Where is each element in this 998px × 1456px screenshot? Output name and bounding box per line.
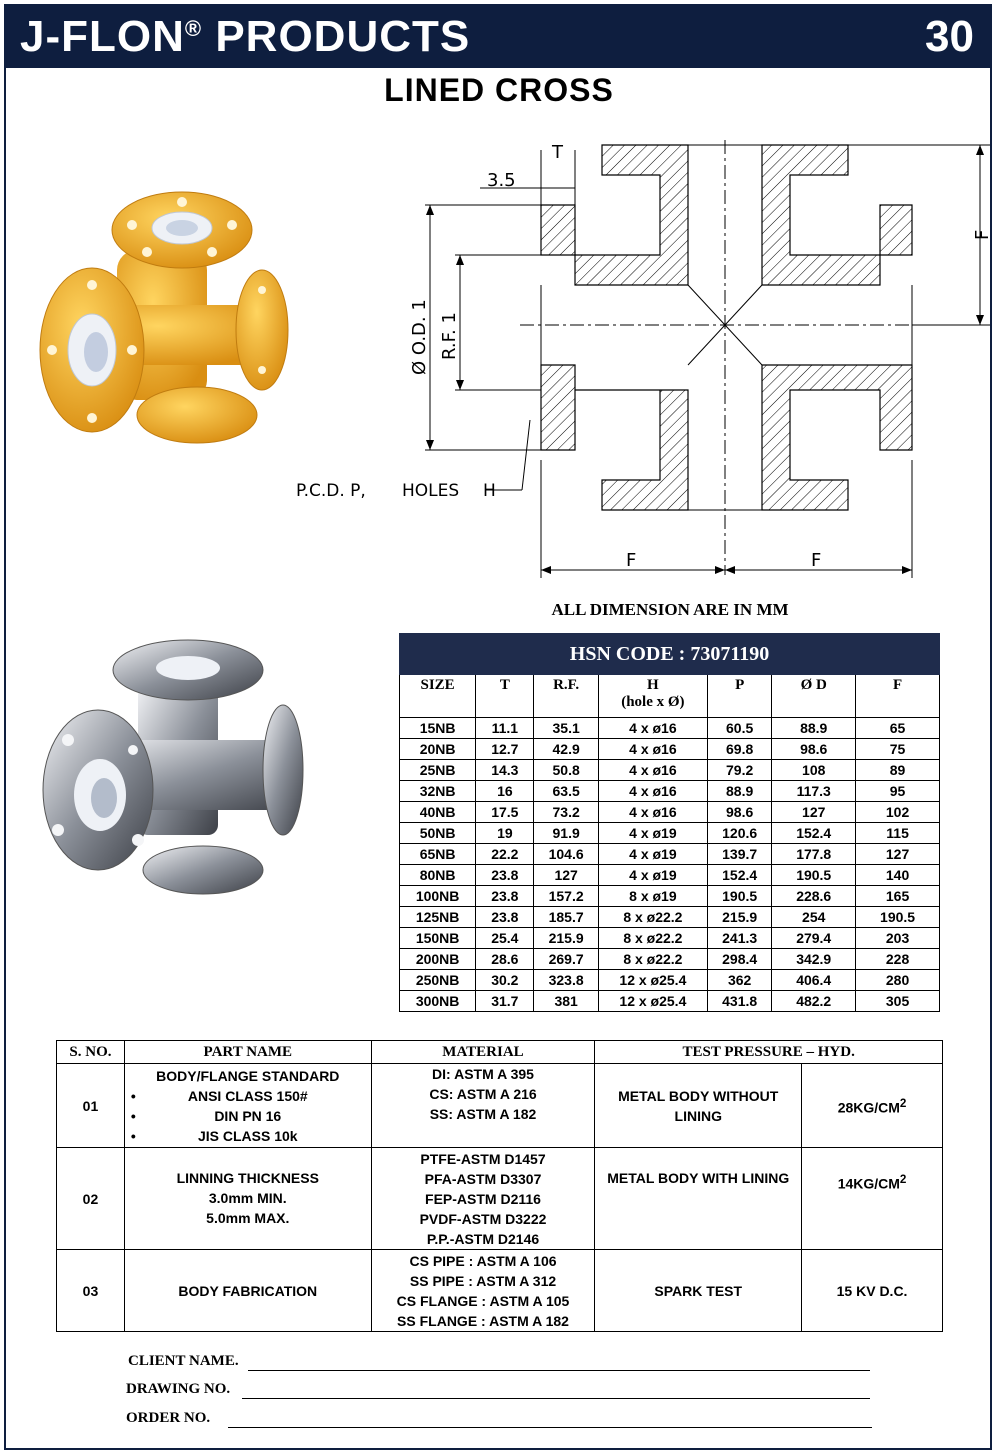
page-number: 30 [925, 12, 974, 61]
table-cell: 8 x ø22.2 [598, 928, 707, 949]
table-row [400, 739, 940, 760]
sno-cell: 03 [57, 1250, 125, 1332]
table-cell: 228 [856, 949, 940, 970]
table-cell: 127 [856, 844, 940, 865]
table-cell: 75 [856, 739, 940, 760]
sno-cell: 02 [57, 1148, 125, 1250]
col-t: T [476, 675, 534, 718]
table-cell: 98.6 [708, 802, 772, 823]
table-cell: 98.6 [772, 739, 856, 760]
brand-title: J-FLON® PRODUCTS [20, 12, 471, 61]
table-cell: 19 [476, 823, 534, 844]
table-cell: 279.4 [772, 928, 856, 949]
table-cell: 8 x ø22.2 [598, 949, 707, 970]
table-cell: 60.5 [708, 718, 772, 739]
table-cell: 200NB [400, 949, 476, 970]
table-cell: 88.9 [708, 781, 772, 802]
table-cell: 95 [856, 781, 940, 802]
col-sno: S. NO. [57, 1041, 125, 1064]
table-cell: 12 x ø25.4 [598, 970, 707, 991]
table-cell: 250NB [400, 970, 476, 991]
table-cell: 4 x ø19 [598, 865, 707, 886]
table-cell: 63.5 [534, 781, 598, 802]
table-cell: 177.8 [772, 844, 856, 865]
table-cell: 215.9 [708, 907, 772, 928]
table-cell: 269.7 [534, 949, 598, 970]
f-left-label: F [626, 550, 637, 571]
table-cell: 23.8 [476, 907, 534, 928]
table-cell: 23.8 [476, 886, 534, 907]
table-cell: 228.6 [772, 886, 856, 907]
dim-3-5-label: 3.5 [487, 170, 516, 191]
table-cell: 12.7 [476, 739, 534, 760]
cross-section-drawing [280, 130, 993, 580]
table-cell: 323.8 [534, 970, 598, 991]
client-name-field[interactable] [128, 1353, 239, 1370]
table-cell: 65NB [400, 844, 476, 865]
table-row [400, 970, 940, 991]
yellow-cross-photo [22, 190, 292, 450]
table-cell: 305 [856, 991, 940, 1012]
table-cell: 381 [534, 991, 598, 1012]
table-cell: 17.5 [476, 802, 534, 823]
order-no-label: ORDER NO. [126, 1410, 211, 1426]
spec-header-row [400, 675, 940, 718]
table-cell: 23.8 [476, 865, 534, 886]
table-cell: 25NB [400, 760, 476, 781]
steel-cross-photo [38, 630, 308, 905]
table-cell: 35.1 [534, 718, 598, 739]
table-cell: 185.7 [534, 907, 598, 928]
col-h: H (hole x Ø) [598, 675, 707, 718]
col-test-pressure: TEST PRESSURE – HYD. [595, 1041, 943, 1064]
table-cell: 215.9 [534, 928, 598, 949]
material-cell: PTFE-ASTM D1457 PFA-ASTM D3307 FEP-ASTM D2116 PVDF-ASTM D3222 P.P.-ASTM D2146 [371, 1148, 595, 1250]
sno-cell: 01 [57, 1064, 125, 1148]
table-cell: 342.9 [772, 949, 856, 970]
table-cell: 4 x ø16 [598, 781, 707, 802]
material-cell: CS PIPE : ASTM A 106 SS PIPE : ASTM A 312 CS FLANGE : ASTM A 105 SS FLANGE : ASTM A 182 [371, 1250, 595, 1332]
table-cell: 30.2 [476, 970, 534, 991]
pcd-label: P.C.D. P, [296, 481, 366, 501]
list-item: • DIN PN 16 [125, 1106, 371, 1126]
table-cell: 117.3 [772, 781, 856, 802]
table-cell: 12 x ø25.4 [598, 991, 707, 1012]
parts-header-row [57, 1041, 943, 1064]
table-cell: 15NB [400, 718, 476, 739]
pressure-cell: $28KG/CM^2$ [802, 1064, 943, 1148]
table-row [400, 886, 940, 907]
table-row [400, 718, 940, 739]
table-cell: 4 x ø16 [598, 760, 707, 781]
table-cell: 482.2 [772, 991, 856, 1012]
holes-label: HOLES [402, 481, 460, 501]
page-header [6, 6, 992, 68]
dim-t-label: T [552, 142, 563, 163]
table-cell: 157.2 [534, 886, 598, 907]
table-cell: 8 x ø22.2 [598, 907, 707, 928]
table-row [400, 928, 940, 949]
table-cell: 22.2 [476, 844, 534, 865]
col-f: F [856, 675, 940, 718]
pressure-cell: 15 KV D.C. [802, 1250, 943, 1332]
table-cell: 11.1 [476, 718, 534, 739]
col-size: SIZE [400, 675, 476, 718]
parts-row-01 [57, 1064, 943, 1148]
table-cell: 31.7 [476, 991, 534, 1012]
od-label: Ø O.D. 1 [409, 299, 430, 375]
table-cell: 127 [534, 865, 598, 886]
table-cell: 190.5 [772, 865, 856, 886]
table-cell: 89 [856, 760, 940, 781]
part-cell: BODY/FLANGE STANDARD • ANSI CLASS 150# • DIN PN 16 • JIS CLASS 10k [124, 1064, 371, 1148]
table-cell: 4 x ø19 [598, 823, 707, 844]
table-cell: 190.5 [856, 907, 940, 928]
table-cell: 254 [772, 907, 856, 928]
table-cell: 190.5 [708, 886, 772, 907]
table-row [400, 865, 940, 886]
f-side-label: F [972, 229, 993, 240]
table-cell: 100NB [400, 886, 476, 907]
table-cell: 79.2 [708, 760, 772, 781]
table-row [400, 802, 940, 823]
table-cell: 88.9 [772, 718, 856, 739]
part-cell: BODY FABRICATION [124, 1250, 371, 1332]
table-cell: 65 [856, 718, 940, 739]
table-cell: 4 x ø16 [598, 802, 707, 823]
pressure-cell: $14KG/CM^2$ [802, 1148, 943, 1250]
product-title: LINED CROSS [384, 72, 614, 108]
table-cell: 14.3 [476, 760, 534, 781]
table-cell: 80NB [400, 865, 476, 886]
table-cell: 108 [772, 760, 856, 781]
table-cell: 140 [856, 865, 940, 886]
table-row [400, 781, 940, 802]
col-p: P [708, 675, 772, 718]
order-no-field[interactable] [126, 1410, 210, 1427]
table-cell: 69.8 [708, 739, 772, 760]
test-cell: METAL BODY WITH LINING [595, 1148, 802, 1250]
table-cell: 8 x ø19 [598, 886, 707, 907]
table-cell: 20NB [400, 739, 476, 760]
f-right-label: F [811, 550, 822, 571]
material-cell: DI: ASTM A 395 CS: ASTM A 216 SS: ASTM A 182 [371, 1064, 595, 1148]
table-cell: 4 x ø16 [598, 718, 707, 739]
table-cell: 152.4 [708, 865, 772, 886]
dimension-note: ALL DIMENSION ARE IN MM [551, 600, 789, 619]
drawing-no-label: DRAWING NO. [126, 1381, 231, 1397]
list-item: • JIS CLASS 10k [125, 1126, 371, 1146]
table-cell: 280 [856, 970, 940, 991]
parts-table [56, 1040, 943, 1332]
table-cell: 40NB [400, 802, 476, 823]
table-cell: 42.9 [534, 739, 598, 760]
spec-body [400, 718, 940, 1012]
table-cell: 4 x ø19 [598, 844, 707, 865]
col-part-name: PART NAME [124, 1041, 371, 1064]
table-cell: 91.9 [534, 823, 598, 844]
col-rf: R.F. [534, 675, 598, 718]
col-od: Ø D [772, 675, 856, 718]
table-cell: 104.6 [534, 844, 598, 865]
test-cell: SPARK TEST [595, 1250, 802, 1332]
table-cell: 115 [856, 823, 940, 844]
rf-label: R.F. 1 [439, 312, 460, 360]
parts-row-03 [57, 1250, 943, 1332]
hsn-code: HSN CODE : 73071190 [400, 634, 940, 675]
table-cell: 16 [476, 781, 534, 802]
col-material: MATERIAL [371, 1041, 595, 1064]
table-cell: 203 [856, 928, 940, 949]
list-item: • ANSI CLASS 150# [125, 1086, 371, 1106]
table-cell: 150NB [400, 928, 476, 949]
part-cell: LINNING THICKNESS 3.0mm MIN. 5.0mm MAX. [124, 1148, 371, 1250]
table-cell: 102 [856, 802, 940, 823]
table-cell: 165 [856, 886, 940, 907]
test-cell: METAL BODY WITHOUT LINING [595, 1064, 802, 1148]
table-cell: 127 [772, 802, 856, 823]
table-cell: 431.8 [708, 991, 772, 1012]
table-cell: 300NB [400, 991, 476, 1012]
client-name-label: CLIENT NAME. [128, 1353, 239, 1369]
table-cell: 25.4 [476, 928, 534, 949]
table-cell: 32NB [400, 781, 476, 802]
table-row [400, 844, 940, 865]
table-cell: 125NB [400, 907, 476, 928]
table-cell: 73.2 [534, 802, 598, 823]
table-cell: 50NB [400, 823, 476, 844]
table-cell: 50.8 [534, 760, 598, 781]
table-cell: 362 [708, 970, 772, 991]
table-cell: 241.3 [708, 928, 772, 949]
table-cell: 4 x ø16 [598, 739, 707, 760]
table-row [400, 991, 940, 1012]
table-row [400, 760, 940, 781]
parts-row-02 [57, 1148, 943, 1250]
table-cell: 28.6 [476, 949, 534, 970]
drawing-no-field[interactable] [126, 1381, 230, 1398]
table-row [400, 949, 940, 970]
spec-table [399, 633, 940, 1012]
table-cell: 139.7 [708, 844, 772, 865]
h-label: H [483, 481, 496, 501]
table-cell: 406.4 [772, 970, 856, 991]
table-cell: 120.6 [708, 823, 772, 844]
table-row [400, 823, 940, 844]
table-cell: 152.4 [772, 823, 856, 844]
table-cell: 298.4 [708, 949, 772, 970]
table-row [400, 907, 940, 928]
